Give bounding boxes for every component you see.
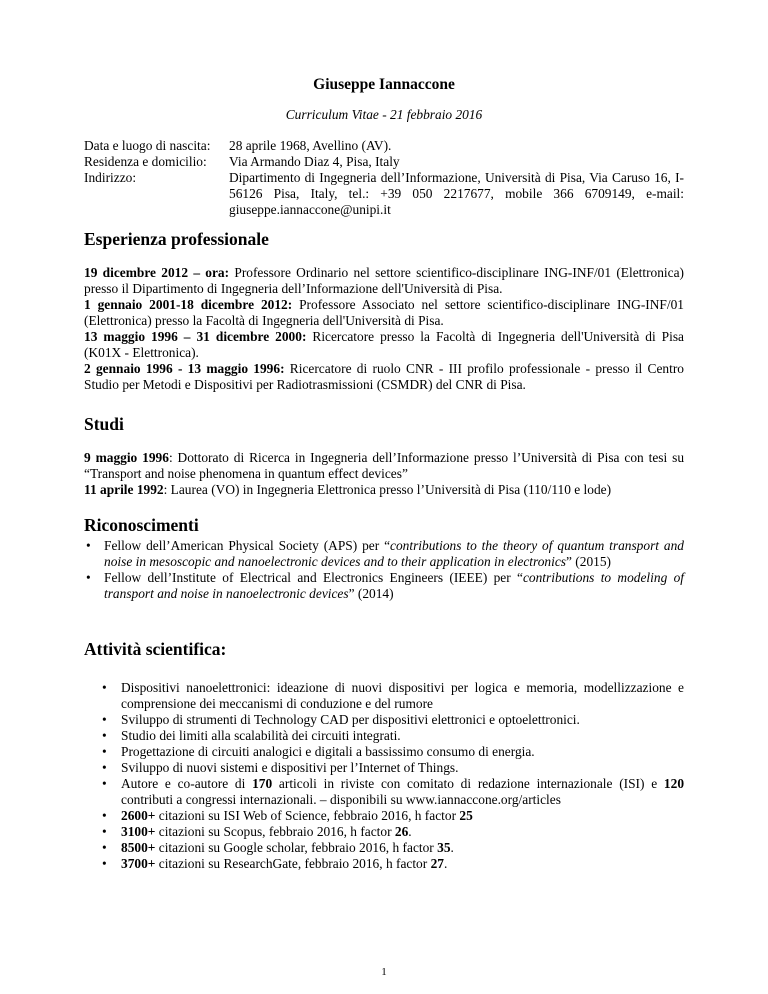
list-item-citations: • 3700+ citazioni su ResearchGate, febbraio 2016, h factor 27.: [84, 856, 684, 872]
item-text: : Laurea (VO) in Ingegneria Elettronica presso l’Università di Pisa (110/110 e lode): [163, 482, 612, 497]
item-post: ” (2015): [566, 554, 611, 569]
list-item: • Dispositivi nanoelettronici: ideazione di nuovi dispositivi per logica e memoria, modellizzazione e comprensione dei meccanismi di conduzione e del rumore: [84, 680, 684, 712]
cv-name: Giuseppe Iannaccone: [313, 76, 455, 93]
esperienza-item: [84, 265, 684, 297]
esperienza-item: [84, 329, 684, 361]
item-date: 9 maggio 1996: [84, 450, 169, 465]
section-heading-esperienza: Esperienza professionale: [84, 229, 269, 249]
list-item: • Sviluppo di strumenti di Technology CAD per dispositivi elettronici e optoelettronici.: [84, 712, 684, 728]
info-label: Residenza e domicilio:: [84, 154, 207, 169]
riconoscimenti-list: [84, 538, 684, 602]
list-item: • Sviluppo di nuovi sistemi e dispositivi per l’Internet of Things.: [84, 760, 684, 776]
cv-subtitle: Curriculum Vitae - 21 febbraio 2016: [285, 107, 483, 122]
attivita-list: [84, 680, 684, 872]
h-factor: 27: [430, 856, 444, 871]
info-row-address: [84, 170, 684, 218]
item-text: Ricercatore presso la Facoltà di Ingegneria dell'Università di Pisa (K01X - Elettronica).: [84, 329, 684, 360]
h-factor: 35: [437, 840, 451, 855]
list-item-citations: • 8500+ citazioni su Google scholar, febbraio 2016, h factor 35.: [84, 840, 684, 856]
item-text: : Dottorato di Ricerca in Ingegneria dell’Informazione presso l’Università di Pisa con tesi su “Transport and noise phenomena in quantum effect devices”: [84, 450, 685, 481]
info-label: Indirizzo:: [84, 170, 137, 185]
esperienza-section: [84, 265, 684, 393]
conference-count: 120: [663, 776, 685, 791]
list-item-articoli: • Autore e co-autore di 170 articoli in riviste con comitato di redazione internazionale (ISI) e 120 contributi a congressi internazionali. – disponibili su www.iannaccone.org/articles: [84, 776, 684, 808]
item-date: 19 dicembre 2012 – ora:: [84, 265, 230, 280]
section-heading-attivita: Attività scientifica:: [84, 639, 227, 659]
item-text: Professore Associato nel settore scientifico-disciplinare ING-INF/01 (Elettronica) presso la Facoltà di Ingegneria dell'Università di Pisa.: [84, 297, 684, 328]
h-factor: 26: [394, 824, 409, 839]
studi-section: [84, 450, 684, 498]
info-value: 28 aprile 1968, Avellino (AV).: [229, 138, 392, 153]
info-label: Data e luogo di nascita:: [84, 138, 211, 153]
h-factor: 25: [459, 808, 473, 823]
esperienza-item: [84, 297, 684, 329]
section-heading-studi: Studi: [84, 414, 124, 434]
studi-item: [84, 482, 684, 498]
list-item-citations: • 2600+ citazioni su ISI Web of Science, febbraio 2016, h factor 25: [84, 808, 684, 824]
citation-count: 3700+: [121, 856, 156, 871]
riconoscimenti-section: [84, 538, 684, 602]
section-heading-riconoscimenti: Riconoscimenti: [84, 515, 199, 535]
esperienza-item: [84, 361, 684, 393]
studi-item: [84, 450, 684, 482]
citation-count: 2600+: [121, 808, 156, 823]
article-count: 170: [252, 776, 273, 791]
list-item: [84, 538, 684, 570]
info-value: Via Armando Diaz 4, Pisa, Italy: [229, 154, 400, 169]
item-text: Ricercatore di ruolo CNR - III profilo professionale - presso il Centro Studio per Metodi e Dispositivi per Radiotrasmissioni (CSMDR) del CNR di Pisa.: [84, 361, 685, 392]
item-post: ” (2014): [348, 586, 394, 601]
list-item: • Progettazione di circuiti analogici e digitali a bassissimo consumo di energia.: [84, 744, 684, 760]
item-text: Professore Ordinario nel settore scientifico-disciplinare ING-INF/01 (Elettronica) presso il Dipartimento di Ingegneria dell’Informazione dell'Università di Pisa.: [84, 265, 685, 296]
list-item-citations: • 3100+ citazioni su Scopus, febbraio 2016, h factor 26.: [84, 824, 684, 840]
info-row-birth: [84, 138, 684, 154]
item-date: 11 aprile 1992: [84, 482, 164, 497]
item-citation: contributions to the theory of quantum transport and noise in mesoscopic and nanoelectronic devices and to their application in electronics: [104, 538, 684, 569]
info-value: Dipartimento di Ingegneria dell’Informazione, Università di Pisa, Via Caruso 16, I-56126 Pisa, Italy, tel.: +39 050 2217677, mobile 366 6709149, e-mail: giuseppe.iannaccone@unipi.it: [229, 170, 684, 217]
page-number: 1: [381, 966, 387, 978]
item-date: 2 gennaio 1996 - 13 maggio 1996:: [84, 361, 285, 376]
citation-count: 8500+: [121, 840, 156, 855]
list-item: • Studio dei limiti alla scalabilità dei circuiti integrati.: [84, 728, 684, 744]
info-row-residence: [84, 154, 684, 170]
item-pre: Fellow dell’American Physical Society (APS) per “: [104, 538, 391, 553]
list-item: [84, 570, 684, 602]
item-pre: Fellow dell’Institute of Electrical and Electronics Engineers (IEEE) per “: [104, 570, 523, 585]
citation-count: 3100+: [121, 824, 156, 839]
item-citation: contributions to modeling of transport and noise in nanoelectronic devices: [104, 570, 684, 601]
item-date: 1 gennaio 2001-18 dicembre 2012:: [84, 297, 293, 312]
attivita-section: [84, 680, 684, 872]
item-date: 13 maggio 1996 – 31 dicembre 2000:: [84, 329, 307, 344]
personal-info: [84, 138, 684, 218]
